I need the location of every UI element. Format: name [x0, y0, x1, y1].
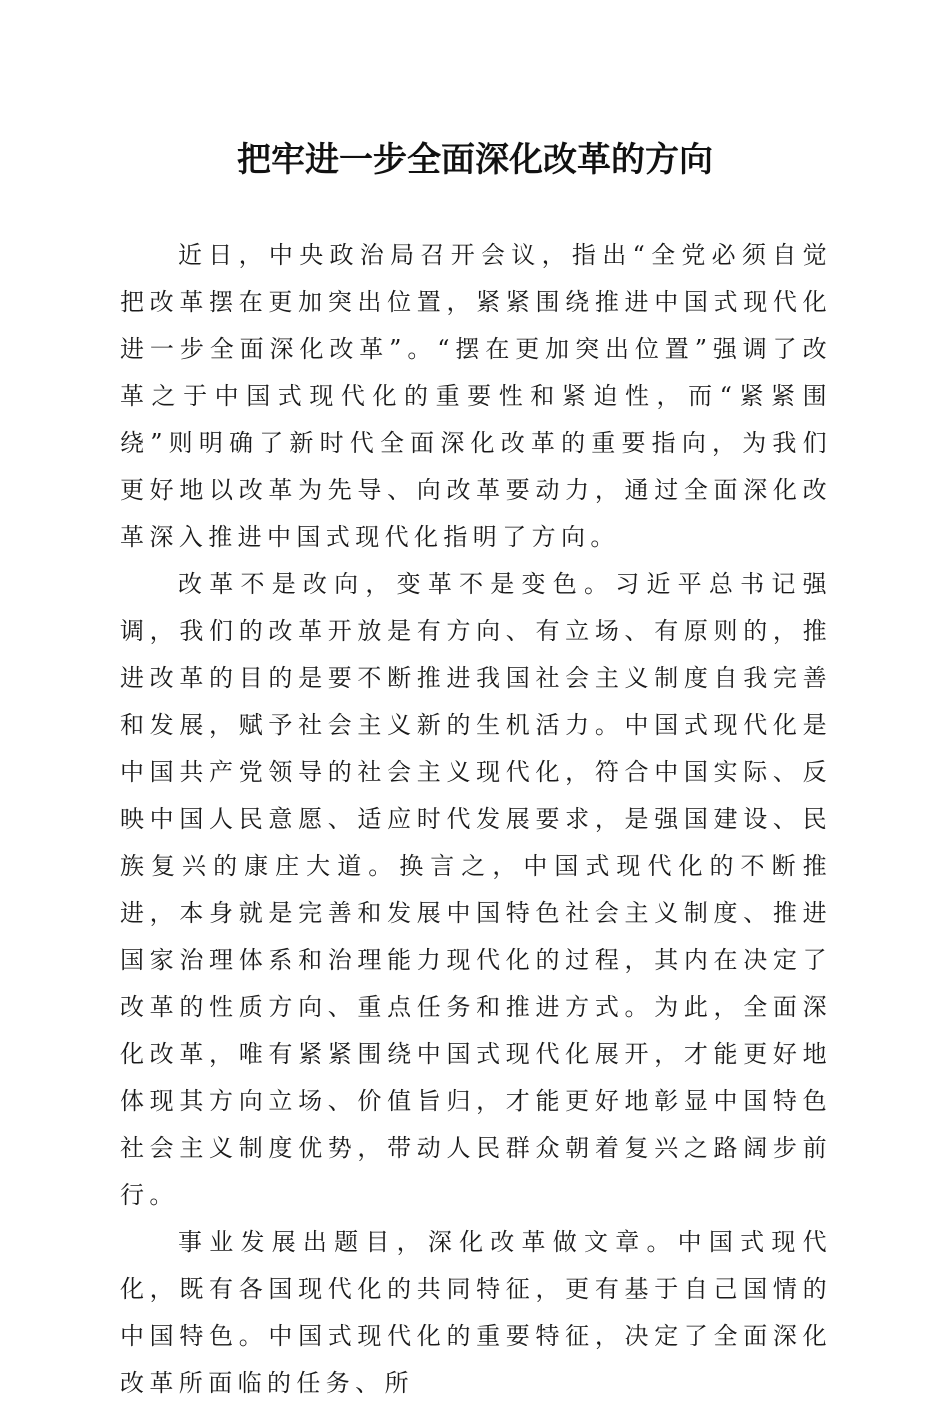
paragraph-1: 近日，中央政治局召开会议，指出“全党必须自觉把改革摆在更加突出位置，紧紧围绕推进中国式现代化进一步全面深化改革”。“摆在更加突出位置”强调了改革之于中国式现代化的重要性和紧迫性，而“紧紧围绕”则明确了新时代全面深化改革的重要指向，为我们更好地以改革为先导、向改革要动力，通过全面深化改革深入推进中国式现代化指明了方向。: [120, 241, 832, 551]
document-title: 把牢进一步全面深化改革的方向: [237, 140, 713, 180]
paragraph-3: 事业发展出题目，深化改革做文章。中国式现代化，既有各国现代化的共同特征，更有基于自己国情的中国特色。中国式现代化的重要特征，决定了全面深化改革所面临的任务、所: [120, 1228, 832, 1397]
document-body: [120, 232, 832, 1407]
paragraph-2: 改革不是改向，变革不是变色。习近平总书记强调，我们的改革开放是有方向、有立场、有原则的，推进改革的目的是要不断推进我国社会主义制度自我完善和发展，赋予社会主义新的生机活力。中国式现代化是中国共产党领导的社会主义现代化，符合中国实际、反映中国人民意愿、适应时代发展要求，是强国建设、民族复兴的康庄大道。换言之，中国式现代化的不断推进，本身就是完善和发展中国特色社会主义制度、推进国家治理体系和治理能力现代化的过程，其内在决定了改革的性质方向、重点任务和推进方式。为此，全面深化改革，唯有紧紧围绕中国式现代化展开，才能更好地体现其方向立场、价值旨归，才能更好地彰显中国特色社会主义制度优势，带动人民群众朝着复兴之路阔步前行。: [120, 570, 832, 1209]
